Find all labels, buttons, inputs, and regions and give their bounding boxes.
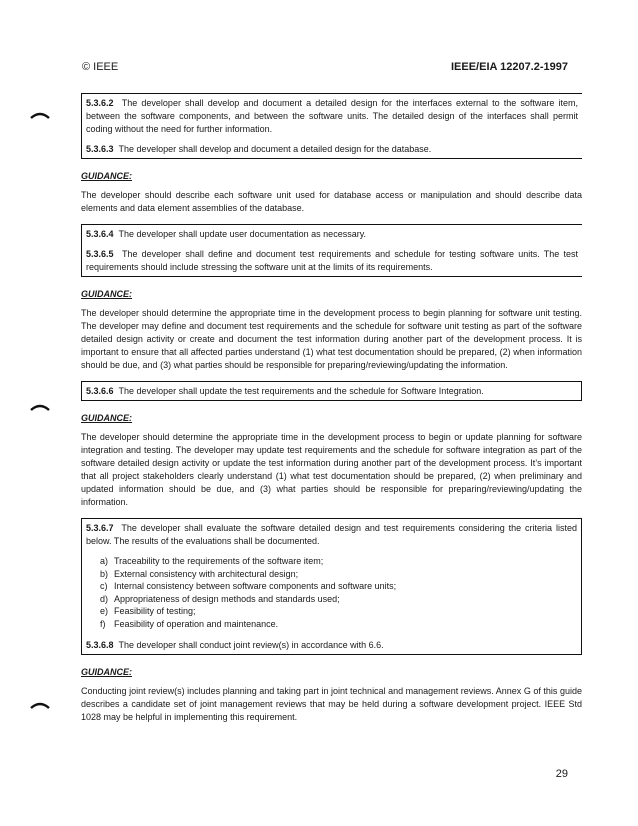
header-standard-id: IEEE/EIA 12207.2-1997 bbox=[450, 61, 568, 73]
requirement-5-3-6-8 bbox=[86, 639, 577, 652]
guidance-text: The developer should determine the appropriate time in the development process to begin or update planning for software integration and testing. The developer may update test requirements and the schedule for software integration as part of the software detailed design activity or update the test information during another part of the development process. It’s important that all project stakeholders clearly understand (1) what test documentation should be prepared, (2) when preliminary and updated information should be due, and (3) what parties should be responsible for preparing/reviewing/updating the information. bbox=[81, 432, 582, 507]
list-item-text: Appropriateness of design methods and standards used; bbox=[114, 593, 340, 604]
margin-mark-icon bbox=[30, 110, 50, 120]
clause-number: 5.3.6.2 bbox=[86, 98, 114, 108]
guidance-heading: GUIDANCE: bbox=[81, 171, 132, 181]
list-item-text: Internal consistency between software components and software units; bbox=[114, 581, 397, 592]
clause-text: The developer shall develop and document a detailed design for the interfaces external to the software item, between the software components, and between the software units. The detailed design of the interfaces shall permit coding without the need for further information. bbox=[86, 98, 578, 134]
list-item-label: c) bbox=[100, 581, 108, 592]
requirement-5-3-6-4 bbox=[86, 228, 578, 241]
list-item bbox=[100, 555, 577, 568]
clause-number: 5.3.6.4 bbox=[86, 229, 114, 239]
header-copyright: © IEEE bbox=[82, 61, 119, 73]
list-item-text: Traceability to the requirements of the software item; bbox=[114, 556, 324, 566]
list-item-text: Feasibility of operation and maintenance. bbox=[114, 618, 279, 629]
clause-number: 5.3.6.5 bbox=[86, 249, 114, 259]
clause-number: 5.3.6.8 bbox=[86, 639, 114, 650]
requirement-5-3-6-3 bbox=[86, 143, 578, 156]
list-item-label: f) bbox=[100, 618, 106, 629]
guidance-text: The developer should describe each software unit used for database access or manipulation and should describe data elements and data element assemblies of the database. bbox=[81, 190, 582, 213]
requirement-5-3-6-5 bbox=[86, 248, 578, 274]
list-item bbox=[100, 593, 577, 606]
requirement-5-3-6-6 bbox=[86, 385, 577, 398]
clause-number: 5.3.6.6 bbox=[86, 386, 114, 396]
list-item bbox=[100, 605, 577, 618]
clause-number: 5.3.6.3 bbox=[86, 144, 114, 154]
list-item-label: d) bbox=[100, 593, 109, 604]
list-item-text: Feasibility of testing; bbox=[114, 606, 196, 617]
clause-text: The developer shall update the test requirements and the schedule for Software Integration. bbox=[118, 386, 484, 396]
requirement-box bbox=[81, 518, 582, 655]
guidance-text: Conducting joint review(s) includes planning and taking part in joint technical and management reviews. Annex G of this guide describes a candidate set of joint management reviews that may be held during a software development project. IEEE Std 1028 may be helpful in implementing this requirement. bbox=[81, 685, 582, 722]
guidance-heading: GUIDANCE: bbox=[81, 413, 132, 423]
margin-mark-icon bbox=[30, 700, 50, 710]
guidance-heading: GUIDANCE: bbox=[81, 666, 132, 677]
list-item-label: b) bbox=[100, 568, 109, 579]
requirement-box bbox=[81, 93, 582, 159]
requirement-5-3-6-7 bbox=[86, 522, 577, 548]
clause-number: 5.3.6.7 bbox=[86, 523, 114, 533]
list-item bbox=[100, 618, 577, 631]
list-item bbox=[100, 568, 577, 581]
requirement-box bbox=[81, 224, 582, 277]
requirement-5-3-6-2 bbox=[86, 97, 578, 136]
requirement-box bbox=[81, 381, 582, 401]
criteria-list bbox=[86, 555, 577, 631]
list-item-label: e) bbox=[100, 606, 109, 617]
list-item-label: a) bbox=[100, 556, 109, 566]
clause-text: The developer shall evaluate the software detailed design and test requirements considering the criteria listed below. The results of the evaluations shall be documented. bbox=[86, 523, 577, 546]
margin-mark-icon bbox=[30, 402, 50, 412]
list-item bbox=[100, 580, 577, 593]
list-item-text: External consistency with architectural design; bbox=[114, 568, 299, 579]
page-content bbox=[81, 93, 582, 733]
clause-text: The developer shall conduct joint review(s) in accordance with 6.6. bbox=[118, 639, 384, 650]
guidance-text: The developer should determine the appropriate time in the development process to begin planning for software unit testing. The developer may define and document test requirements and the schedule for software unit testing as part of the software detailed design activity or create and document the test information during another part of the development process. It is important to ensure that all affected parties understand (1) what test documentation should be prepared, (2) when information should be due, and (3) what parties should be responsible for preparing/reviewing/updating the information. bbox=[81, 308, 582, 370]
clause-text: The developer shall develop and document a detailed design for the database. bbox=[118, 144, 432, 154]
clause-text: The developer shall define and document test requirements and schedule for testing software units. The test requirements should include stressing the software unit at the limits of its requirements. bbox=[86, 249, 578, 272]
clause-text: The developer shall update user documentation as necessary. bbox=[118, 229, 367, 239]
guidance-heading: GUIDANCE: bbox=[81, 289, 132, 299]
page-number: 29 bbox=[555, 768, 568, 780]
